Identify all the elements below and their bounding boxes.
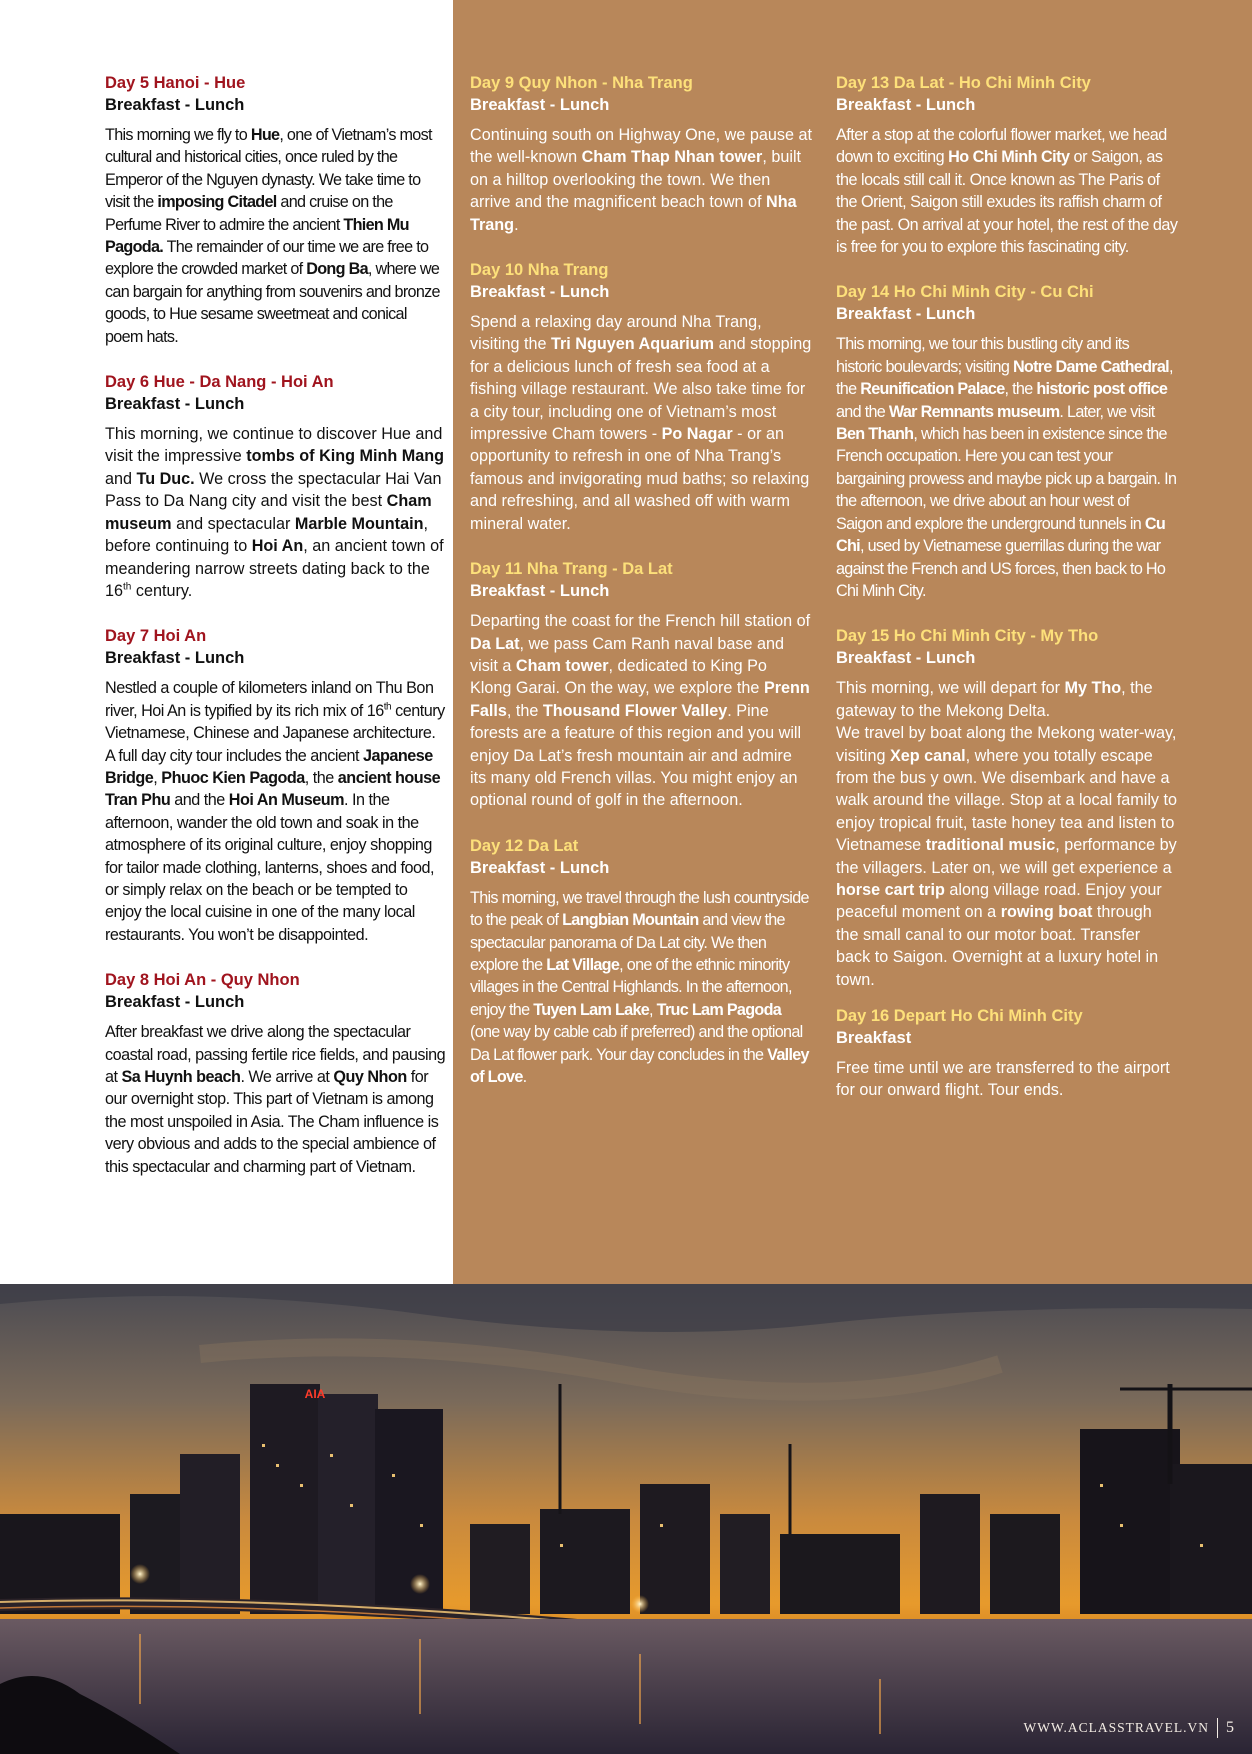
itinerary-column-1	[105, 72, 447, 1178]
highlighted-place: Hue	[250, 126, 280, 144]
day-entry	[105, 969, 447, 1178]
highlighted-place: imposing Citadel	[157, 193, 277, 212]
day-description: This morning, we tour this bustling city and its historic boulevards; visiting Notre Dame Cathedral, the Reunification Palace, the historic post office and the War Remnants museum. Later, we visit Ben Thanh, which has been in existence since the French occupation. Here you can test your bargaining prowess and maybe pick up a bargain. In the afternoon, we drive about an hour west of Saigon and explore the underground tunnels in Cu Chi, used by Vietnamese guerrillas during the war against the French and US forces, then back to Ho Chi Minh City.	[836, 335, 1177, 600]
day-title: Day 15 Ho Chi Minh City - My Tho	[836, 627, 1099, 646]
website-url[interactable]: WWW.ACLASSTRAVEL.VN	[1023, 1720, 1209, 1735]
day-entry	[836, 1005, 1178, 1102]
highlighted-place: Lat Village	[546, 955, 620, 974]
page-number: 5	[1226, 1719, 1234, 1736]
highlighted-place: Dong Ba	[306, 260, 368, 279]
highlighted-place: Japanese Bridge	[105, 746, 433, 787]
day-description: Nestled a couple of kilometers inland on Thu Bon river, Hoi An is typified by its rich mix of 16th century Vietnamese, Chinese and Japanese architecture. A full day city tour includes the ancient Japanese Bridge, Phuoc Kien Pagoda, the ancient house Tran Phu and the Hoi An Museum. In the afternoon, wander the old town and soak in the atmosphere of its original culture, enjoy shopping for tailor made clothing, lanterns, shoes and food, or simply relax on the beach or be tempted to enjoy the local cuisine in one of the many local restaurants. You won’t be disappointed.	[105, 679, 445, 944]
day-meals: Breakfast - Lunch	[105, 993, 245, 1012]
ordinal-suffix: th	[123, 581, 132, 593]
day-description: After breakfast we drive along the spectacular coastal road, passing fertile rice fields, and pausing at Sa Huynh beach. We arrive at Quy Nhon for our overnight stop. This part of Vietnam is among the most unspoiled in Asia. The Cham influence is very obvious and adds to the special ambience of this spectacular and charming part of Vietnam.	[105, 1023, 446, 1176]
day-title: Day 12 Da Lat	[470, 836, 579, 855]
day-meals: Breakfast - Lunch	[105, 96, 245, 114]
page-footer	[1023, 1718, 1234, 1738]
day-meals: Breakfast - Lunch	[836, 305, 976, 324]
itinerary-column-2	[470, 72, 812, 1088]
day-title: Day 9 Quy Nhon - Nha Trang	[470, 74, 693, 92]
day-meals: Breakfast - Lunch	[105, 649, 245, 668]
saigon-skyline-photo	[0, 1284, 1252, 1754]
highlighted-place: tombs of King Minh Mang	[246, 447, 445, 466]
day-title: Day 16 Depart Ho Chi Minh City	[836, 1007, 1083, 1025]
day-meals: Breakfast - Lunch	[470, 96, 610, 114]
highlighted-place: Cham museum	[105, 492, 432, 533]
day-description: This morning we fly to Hue, one of Vietnam’s most cultural and historical cities, once ruled by the Emperor of the Nguyen dynasty. We take time to visit the imposing Citadel and cruise on the Perfume River to admire the ancient Thien Mu Pagoda. The remainder of our time we are free to explore the crowded market of Dong Ba, where we can bargain for anything from souvenirs and bronze goods, to Hue sesame sweetmeat and conical poem hats.	[105, 126, 440, 346]
day-description: This morning, we travel through the lush countryside to the peak of Langbian Mountain and view the spectacular panorama of Da Lat city. We then explore the Lat Village, one of the ethnic minority villages in the Central Highlands. In the afternoon, enjoy the Tuyen Lam Lake, Truc Lam Pagoda (one way by cable cab if preferred) and the optional Da Lat flower park. Your day concludes in the Valley of Love.	[470, 888, 809, 1086]
highlighted-place: Phuoc Kien Pagoda	[161, 768, 305, 787]
day-title: Day 8 Hoi An - Quy Nhon	[105, 971, 300, 990]
day-title: Day 5 Hanoi - Hue	[105, 74, 246, 92]
day-meals: Breakfast	[836, 1029, 912, 1047]
highlighted-place: Reunification Palace	[860, 380, 1005, 399]
day-meals: Breakfast - Lunch	[836, 96, 976, 114]
day-meals: Breakfast - Lunch	[105, 395, 245, 414]
highlighted-place: ancient house Tran Phu	[105, 768, 441, 810]
day-title: Day 7 Hoi An	[105, 627, 207, 646]
highlighted-place: Hoi An	[251, 537, 304, 556]
footer-divider	[1217, 1718, 1218, 1738]
day-entry	[836, 281, 1178, 602]
highlighted-place: Tu Duc.	[136, 469, 195, 488]
itinerary-column-3	[836, 72, 1178, 1102]
day-title: Day 11 Nha Trang - Da Lat	[470, 560, 673, 579]
highlighted-place: rowing boat	[1000, 903, 1093, 922]
highlighted-place: My Tho	[1064, 679, 1122, 698]
highlighted-place: Ben Thanh	[836, 425, 914, 444]
day-entry	[105, 371, 447, 602]
highlighted-place: Thousand Flower Valley	[542, 701, 728, 720]
highlighted-place: Hoi An Museum	[228, 791, 344, 810]
highlighted-place: Notre Dame Cathedral	[1012, 357, 1169, 376]
highlighted-place: Marble Mountain	[294, 514, 424, 533]
day-title: Day 6 Hue - Da Nang - Hoi An	[105, 373, 334, 392]
day-title: Day 10 Nha Trang	[470, 261, 609, 280]
day-entry	[470, 259, 812, 535]
skyline-illustration	[0, 1284, 1252, 1754]
highlighted-place: Tuyen Lam Lake	[533, 1000, 650, 1019]
day-description: Free time until we are transferred to the airport for our onward flight. Tour ends.	[836, 1059, 1170, 1100]
highlighted-place: Xep canal	[889, 746, 966, 765]
highlighted-place: War Remnants museum	[888, 402, 1060, 421]
highlighted-place: Langbian Mountain	[562, 911, 699, 930]
day-meals: Breakfast - Lunch	[470, 858, 610, 877]
day-description: After a stop at the colorful flower market, we head down to exciting Ho Chi Minh City or Saigon, as the locals still call it. Once known as The Paris of the Orient, Saigon still exudes its raffish charm of the past. On arrival at your hotel, the rest of the day is free for you to explore this fascinating city.	[836, 126, 1178, 257]
day-entry	[836, 72, 1178, 258]
day-description: Spend a relaxing day around Nha Trang, visiting the Tri Nguyen Aquarium and stopping for a delicious lunch of fresh sea food at a fishing village restaurant. We also take time for a city tour, including one of Vietnam’s most impressive Cham towers - Po Nagar - or an opportunity to refresh in one of Nha Trang’s famous and invigorating mud baths; so relaxing and refreshing, and all washed off with warm mineral water.	[470, 313, 812, 533]
day-meals: Breakfast - Lunch	[836, 649, 976, 668]
day-title: Day 14 Ho Chi Minh City - Cu Chi	[836, 283, 1094, 302]
day-entry	[470, 558, 812, 812]
highlighted-place: Sa Huynh beach	[121, 1068, 241, 1086]
day-entry	[836, 625, 1178, 991]
highlighted-place: Po Nagar	[661, 425, 733, 444]
highlighted-place: Cu Chi	[836, 514, 1166, 556]
highlighted-place: Thien Mu Pagoda.	[105, 215, 409, 257]
day-entry	[470, 835, 812, 1089]
highlighted-place: Ho Chi Minh City	[948, 148, 1070, 167]
day-description: Departing the coast for the French hill station of Da Lat, we pass Cam Ranh naval base and visit a Cham tower, dedicated to King Po Klong Garai. On the way, we explore the Prenn Falls, the Thousand Flower Valley. Pine forests are a feature of this region and you will enjoy Da Lat’s fresh mountain air and admire its many old French villas. You might enjoy an optional round of golf in the afternoon.	[470, 612, 811, 810]
building-sign: AIA	[304, 1387, 326, 1401]
highlighted-place: historic post office	[1036, 380, 1168, 399]
highlighted-place: Prenn Falls	[470, 679, 810, 720]
ordinal-suffix: th	[383, 701, 392, 713]
highlighted-place: Da Lat	[470, 634, 520, 653]
highlighted-place: traditional music	[925, 836, 1056, 855]
highlighted-place: Cham Thap Nhan tower	[581, 148, 763, 167]
day-meals: Breakfast - Lunch	[470, 283, 610, 302]
highlighted-place: Truc Lam Pagoda	[656, 1000, 782, 1019]
highlighted-place: Quy Nhon	[333, 1068, 407, 1086]
day-entry	[470, 72, 812, 236]
day-description: This morning, we will depart for My Tho, the gateway to the Mekong Delta. We travel by boat along the Mekong water-way, visiting Xep canal, where you totally escape from the bus y own. We disembark and have a walk around the village. Stop at a local family to enjoy tropical fruit, taste honey tea and listen to Vietnamese traditional music, performance by the villagers. Later on, we will get experience a horse cart trip along village road. Enjoy your peaceful moment on a rowing boat through the small canal to our motor boat. Transfer back to Saigon. Overnight at a luxury hotel in town.	[836, 679, 1178, 989]
highlighted-place: Nha Trang	[470, 193, 797, 234]
highlighted-place: Tri Nguyen Aquarium	[550, 335, 715, 354]
day-entry	[105, 72, 447, 348]
highlighted-place: Valley of Love	[470, 1045, 809, 1086]
day-meals: Breakfast - Lunch	[470, 582, 610, 601]
day-description: This morning, we continue to discover Hue and visit the impressive tombs of King Minh Mang and Tu Duc. We cross the spectacular Hai Van Pass to Da Nang city and visit the best Cham museum and spectacular Marble Mountain, before continuing to Hoi An, an ancient town of meandering narrow streets dating back to the 16th century.	[105, 425, 445, 600]
highlighted-place: horse cart trip	[836, 880, 945, 899]
day-description: Continuing south on Highway One, we pause at the well-known Cham Thap Nhan tower, built on a hilltop overlooking the town. We then arrive and the magnificent beach town of Nha Trang.	[470, 126, 812, 234]
highlighted-place: Cham tower	[515, 656, 609, 675]
day-title: Day 13 Da Lat - Ho Chi Minh City	[836, 74, 1091, 92]
day-entry	[105, 625, 447, 946]
